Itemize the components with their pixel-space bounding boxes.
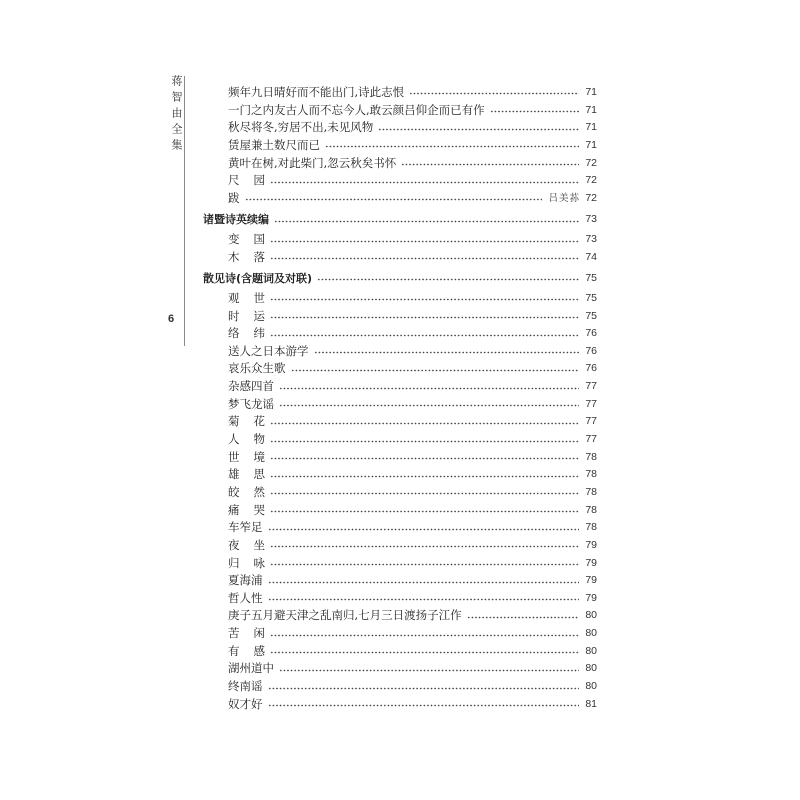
entry-page-number: 78 bbox=[585, 468, 597, 481]
entry-page-number: 79 bbox=[585, 574, 597, 587]
entry-page-number: 73 bbox=[585, 233, 597, 246]
entry-page-number: 71 bbox=[585, 138, 597, 151]
toc-entry bbox=[203, 378, 597, 396]
toc-section-heading bbox=[203, 211, 597, 229]
entry-title: 黄叶在树,对此柴门,忽云秋矣书怀 bbox=[228, 155, 397, 170]
entry-title: 终南谣 bbox=[228, 679, 263, 694]
entry-page-number: 73 bbox=[585, 213, 597, 226]
dot-leader bbox=[270, 484, 579, 502]
entry-page-number: 80 bbox=[585, 609, 597, 622]
entry-title: 菊 花 bbox=[228, 414, 266, 429]
toc-entry bbox=[203, 360, 597, 378]
toc-entry bbox=[203, 660, 597, 678]
entry-page-number: 78 bbox=[585, 521, 597, 534]
entry-page-number: 80 bbox=[585, 680, 597, 693]
toc-entry bbox=[203, 607, 597, 625]
entry-title: 赁屋兼土数尺而已 bbox=[228, 137, 320, 152]
toc-entry bbox=[203, 290, 597, 308]
entry-title: 观 世 bbox=[228, 290, 266, 305]
entry-title: 奴才好 bbox=[228, 696, 263, 711]
dot-leader bbox=[279, 396, 579, 414]
entry-page-number: 78 bbox=[585, 485, 597, 498]
dot-leader bbox=[467, 607, 579, 625]
entry-page-number: 71 bbox=[585, 103, 597, 116]
entry-title: 杂感四首 bbox=[228, 379, 274, 394]
entry-title: 木 落 bbox=[228, 249, 266, 264]
entry-title: 湖州道中 bbox=[228, 661, 274, 676]
entry-title: 人 物 bbox=[228, 432, 266, 447]
toc-entry bbox=[203, 555, 597, 573]
entry-title: 秋尽将冬,穷居不出,未见风物 bbox=[228, 120, 374, 135]
entry-page-number: 81 bbox=[585, 697, 597, 710]
dot-leader bbox=[270, 449, 579, 467]
toc-entry bbox=[203, 102, 597, 120]
entry-title: 雄 思 bbox=[228, 467, 266, 482]
entry-page-number: 75 bbox=[585, 291, 597, 304]
entry-page-number: 71 bbox=[585, 86, 597, 98]
dot-leader bbox=[268, 572, 580, 590]
dot-leader bbox=[378, 119, 579, 137]
dot-leader bbox=[314, 343, 580, 361]
dot-leader bbox=[317, 270, 579, 288]
toc-entry bbox=[203, 625, 597, 643]
section-title: 诸暨诗英续编 bbox=[203, 213, 269, 227]
entry-title: 梦飞龙谣 bbox=[228, 396, 274, 411]
dot-leader bbox=[270, 413, 579, 431]
toc-entry bbox=[203, 537, 597, 555]
dot-leader bbox=[270, 537, 579, 555]
toc-entry bbox=[203, 119, 597, 137]
entry-title: 有 感 bbox=[228, 643, 266, 658]
dot-leader bbox=[270, 625, 579, 643]
dot-leader bbox=[325, 137, 579, 155]
entry-title: 哲人性 bbox=[228, 590, 263, 605]
dot-leader bbox=[270, 325, 579, 343]
toc-entry bbox=[203, 502, 597, 520]
entry-page-number: 80 bbox=[585, 627, 597, 640]
toc-entry bbox=[203, 231, 597, 249]
entry-title: 跋 bbox=[228, 190, 240, 205]
toc-entry bbox=[203, 643, 597, 661]
toc-entry bbox=[203, 190, 597, 208]
entry-title: 车笮足 bbox=[228, 520, 263, 535]
dot-leader bbox=[279, 660, 579, 678]
entry-title: 络 纬 bbox=[228, 326, 266, 341]
entry-author: 吕美荪 bbox=[548, 192, 580, 204]
entry-page-number: 80 bbox=[585, 662, 597, 675]
dot-leader bbox=[245, 190, 543, 208]
dot-leader bbox=[268, 519, 580, 537]
entry-page-number: 72 bbox=[585, 174, 597, 187]
dot-leader bbox=[268, 696, 580, 714]
dot-leader bbox=[279, 378, 579, 396]
section-title: 散见诗(含题词及对联) bbox=[203, 271, 313, 285]
toc-entry bbox=[203, 155, 597, 173]
dot-leader bbox=[274, 211, 579, 229]
entry-page-number: 76 bbox=[585, 362, 597, 375]
entry-page-number: 79 bbox=[585, 591, 597, 604]
toc-entry bbox=[203, 308, 597, 326]
entry-title: 夜 坐 bbox=[228, 537, 266, 552]
toc-entry bbox=[203, 590, 597, 608]
entry-title: 一门之内友古人而不忘今人,敢云颜吕仰企而已有作 bbox=[228, 102, 485, 117]
running-head: 蒋智由全集 bbox=[170, 75, 183, 155]
dot-leader bbox=[270, 466, 579, 484]
entry-page-number: 72 bbox=[585, 156, 597, 169]
page-number: 6 bbox=[168, 313, 175, 325]
entry-page-number: 79 bbox=[585, 538, 597, 551]
entry-page-number: 77 bbox=[585, 415, 597, 428]
dot-leader bbox=[268, 590, 580, 608]
toc-entry bbox=[203, 172, 597, 190]
dot-leader bbox=[490, 102, 579, 120]
toc-entry bbox=[203, 696, 597, 714]
dot-leader bbox=[409, 84, 579, 102]
dot-leader bbox=[268, 678, 580, 696]
dot-leader bbox=[270, 502, 579, 520]
toc-entry bbox=[203, 413, 597, 431]
toc-entry bbox=[203, 466, 597, 484]
toc-entry bbox=[203, 343, 597, 361]
toc-entry bbox=[203, 137, 597, 155]
toc-entry bbox=[203, 572, 597, 590]
dot-leader bbox=[270, 290, 579, 308]
entry-page-number: 75 bbox=[585, 309, 597, 322]
toc-entry bbox=[203, 249, 597, 267]
entry-page-number: 79 bbox=[585, 556, 597, 569]
entry-page-number: 77 bbox=[585, 380, 597, 393]
entry-page-number: 77 bbox=[585, 397, 597, 410]
dot-leader bbox=[270, 231, 579, 249]
toc-entry bbox=[203, 678, 597, 696]
entry-title: 夏海浦 bbox=[228, 573, 263, 588]
entry-title: 时 运 bbox=[228, 308, 266, 323]
dot-leader bbox=[270, 555, 579, 573]
entry-page-number: 77 bbox=[585, 433, 597, 446]
entry-title: 频年九日晴好而不能出门,诗此志恨 bbox=[228, 85, 405, 99]
entry-title: 世 境 bbox=[228, 449, 266, 464]
entry-title: 哀乐众生歌 bbox=[228, 361, 286, 376]
margin-rule bbox=[184, 76, 185, 346]
entry-page-number: 78 bbox=[585, 503, 597, 516]
entry-page-number: 72 bbox=[585, 191, 597, 204]
dot-leader bbox=[270, 249, 579, 267]
dot-leader bbox=[270, 172, 579, 190]
dot-leader bbox=[291, 360, 580, 378]
dot-leader bbox=[270, 431, 579, 449]
entry-title: 皎 然 bbox=[228, 484, 266, 499]
toc-entry bbox=[203, 325, 597, 343]
entry-title: 变 国 bbox=[228, 232, 266, 247]
toc-section-heading bbox=[203, 270, 597, 288]
toc-entry bbox=[203, 431, 597, 449]
table-of-contents bbox=[203, 84, 597, 713]
entry-page-number: 74 bbox=[585, 250, 597, 263]
entry-title: 苦 闲 bbox=[228, 626, 266, 641]
entry-page-number: 78 bbox=[585, 450, 597, 463]
entry-title: 痛 哭 bbox=[228, 502, 266, 517]
toc-entry bbox=[203, 396, 597, 414]
entry-title: 尺 园 bbox=[228, 173, 266, 188]
dot-leader bbox=[270, 308, 579, 326]
toc-entry bbox=[203, 449, 597, 467]
entry-title: 送人之日本游学 bbox=[228, 343, 309, 358]
dot-leader bbox=[401, 155, 579, 173]
entry-title: 庚子五月避天津之乱南归,七月三日渡扬子江作 bbox=[228, 608, 462, 623]
toc-entry bbox=[203, 84, 597, 102]
entry-page-number: 75 bbox=[585, 271, 597, 284]
entry-page-number: 80 bbox=[585, 644, 597, 657]
toc-entry bbox=[203, 484, 597, 502]
entry-page-number: 76 bbox=[585, 344, 597, 357]
dot-leader bbox=[270, 643, 579, 661]
entry-title: 归 咏 bbox=[228, 555, 266, 570]
entry-page-number: 76 bbox=[585, 327, 597, 340]
toc-entry bbox=[203, 519, 597, 537]
entry-page-number: 71 bbox=[585, 121, 597, 134]
